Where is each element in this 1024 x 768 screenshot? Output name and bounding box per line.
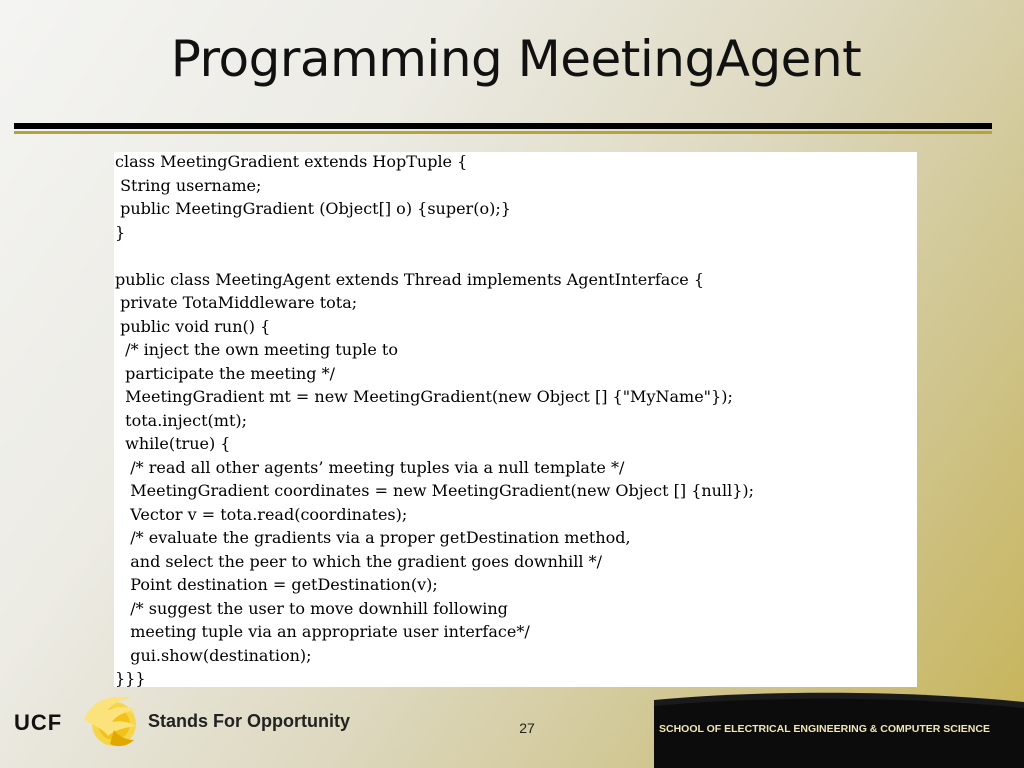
ucf-logo <box>14 690 394 754</box>
code-listing <box>114 152 917 687</box>
code-line: /* evaluate the gradients via a proper getDestination method, <box>115 528 631 547</box>
code-line: String username; <box>115 175 262 195</box>
code-line: MeetingGradient mt = new MeetingGradient(new Object [] {"MyName"}); <box>115 387 733 406</box>
code-line: tota.inject(mt); <box>115 410 248 430</box>
code-line: Point destination = getDestination(v); <box>115 575 438 594</box>
code-line: gui.show(destination); <box>115 645 312 665</box>
code-line: public class MeetingAgent extends Thread implements AgentInterface { <box>115 269 705 289</box>
code-line: /* inject the own meeting tuple to <box>115 340 398 359</box>
code-line: private TotaMiddleware tota; <box>115 293 358 312</box>
code-line: while(true) { <box>115 434 231 453</box>
code-line: } <box>115 222 126 242</box>
code-line: Vector v = tota.read(coordinates); <box>115 504 408 524</box>
slide-title: Programming MeetingAgent <box>170 30 862 88</box>
code-line: and select the peer to which the gradient goes downhill */ <box>115 551 603 571</box>
code-line: meeting tuple via an appropriate user interface*/ <box>115 622 530 641</box>
code-line: /* read all other agents’ meeting tuples via a null template */ <box>115 457 625 477</box>
code-line: participate the meeting */ <box>115 363 335 383</box>
title-divider-gold <box>14 131 992 134</box>
ucf-wordmark: UCF <box>14 710 63 735</box>
ucf-motto: Stands For Opportunity <box>148 711 350 731</box>
code-line: public void run() { <box>115 316 271 336</box>
title-divider-black <box>14 123 992 129</box>
school-name: SCHOOL OF ELECTRICAL ENGINEERING & COMPUTER SCIENCE <box>659 723 990 735</box>
pegasus-icon <box>74 690 150 754</box>
code-line: public MeetingGradient (Object[] o) {super(o);} <box>115 199 511 218</box>
code-line: /* suggest the user to move downhill following <box>115 598 508 618</box>
code-line: }}} <box>115 669 146 688</box>
code-line: class MeetingGradient extends HopTuple { <box>115 152 468 171</box>
code-line: MeetingGradient coordinates = new MeetingGradient(new Object [] {null}); <box>115 481 755 500</box>
page-number: 27 <box>519 720 535 736</box>
